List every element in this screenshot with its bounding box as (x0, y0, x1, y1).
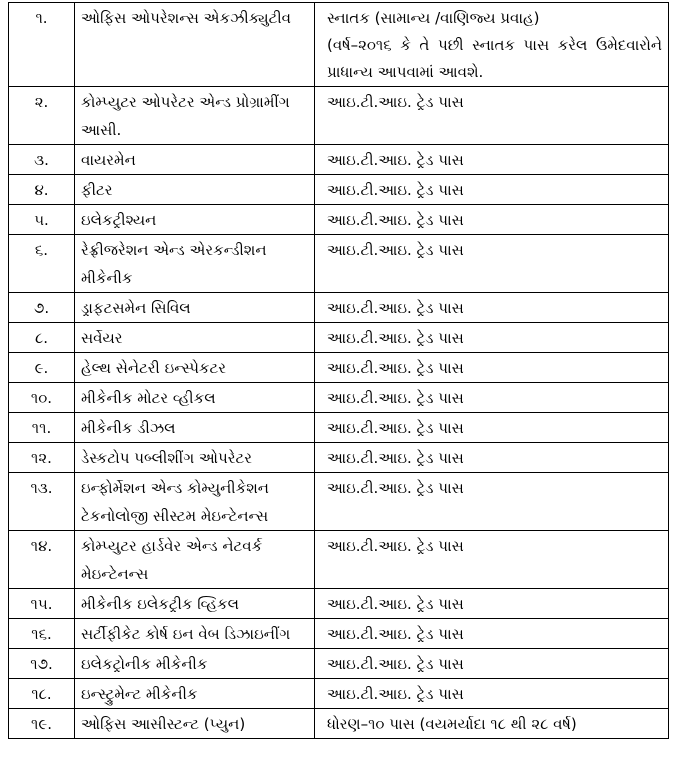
post-name: કોમ્પ્યુટર હાર્ડવેર એન્ડ નેટવર્ક મેઇન્ટેનન્સ (75, 531, 315, 589)
table-row (9, 679, 669, 709)
table-row (9, 619, 669, 649)
qualification: આઇ.ટી.આઇ. ટ્રેડ પાસ (315, 145, 669, 175)
row-number: ૧૨. (9, 443, 75, 473)
table-row (9, 175, 669, 205)
row-number: ૧૩. (9, 473, 75, 531)
post-name: ઓફિસ ઓપરેશન્સ એકઝીક્યુટીવ (75, 3, 315, 87)
qualification: આઇ.ટી.આઇ. ટ્રેડ પાસ (315, 205, 669, 235)
post-name: ફીટર (75, 175, 315, 205)
qualification-text: સ્નાતક (સામાન્ય /વાણિજ્ય પ્રવાહ) (327, 9, 540, 27)
table-row (9, 709, 669, 739)
post-name: રેફ્રીજરેશન એન્ડ એરકન્ડીશન મીકેનીક (75, 235, 315, 293)
qualification: આઇ.ટી.આઇ. ટ્રેડ પાસ (315, 87, 669, 145)
table-row (9, 293, 669, 323)
qualification: આઇ.ટી.આઇ. ટ્રેડ પાસ (315, 175, 669, 205)
qualification: આઇ.ટી.આઇ. ટ્રેડ પાસ (315, 619, 669, 649)
row-number: ૮. (9, 323, 75, 353)
post-name: ઇલેકટ્રીશ્યન (75, 205, 315, 235)
post-name: ઇન્ફોર્મેશન એન્ડ કોમ્યુનીકેશન ટેકનોલોજી સીસ્ટમ મેઇન્ટેનન્સ (75, 473, 315, 531)
post-name: વાયરમેન (75, 145, 315, 175)
row-number: ૧૫. (9, 589, 75, 619)
post-name: હેલ્થ સેનેટરી ઇન્સ્પેકટર (75, 353, 315, 383)
qualification: આઇ.ટી.આઇ. ટ્રેડ પાસ (315, 383, 669, 413)
post-name: ઓફિસ આસીસ્ટન્ટ (પ્યુન) (75, 709, 315, 739)
post-name: ડ્રાફટસમેન સિવિલ (75, 293, 315, 323)
post-name: ઇન્સ્ટ્રુમેન્ટ મીકેનીક (75, 679, 315, 709)
row-number: ૧૮. (9, 679, 75, 709)
qualification: આઇ.ટી.આઇ. ટ્રેડ પાસ (315, 323, 669, 353)
row-number: ૧૯. (9, 709, 75, 739)
table-row (9, 473, 669, 531)
qualification: આઇ.ટી.આઇ. ટ્રેડ પાસ (315, 531, 669, 589)
row-number: ૨. (9, 87, 75, 145)
row-number: ૧૪. (9, 531, 75, 589)
table-row (9, 413, 669, 443)
row-number: ૧૧. (9, 413, 75, 443)
qualification: આઇ.ટી.આઇ. ટ્રેડ પાસ (315, 679, 669, 709)
post-name: કોમ્પ્યુટર ઓપરેટર એન્ડ પ્રોગ્રામીંગ આસી. (75, 87, 315, 145)
table-row (9, 353, 669, 383)
qualification: આઇ.ટી.આઇ. ટ્રેડ પાસ (315, 293, 669, 323)
post-name: સર્વેયર (75, 323, 315, 353)
qualification-note: (વર્ષ–૨૦૧૬ કે તે પછી સ્નાતક પાસ કરેલ ઉમેદવારોને પ્રાધાન્ય આપવામાં આવશે. (327, 36, 662, 81)
posts-table (8, 2, 669, 739)
post-name: ડેસ્કટોપ પબ્લીશીંગ ઓપરેટર (75, 443, 315, 473)
row-number: ૧૬. (9, 619, 75, 649)
table-row (9, 235, 669, 293)
row-number: ૯. (9, 353, 75, 383)
qualification: ધોરણ–૧૦ પાસ (વયમર્યાદા ૧૮ થી ૨૮ વર્ષ) (315, 709, 669, 739)
row-number: ૩. (9, 145, 75, 175)
row-number: ૭. (9, 293, 75, 323)
table-row (9, 323, 669, 353)
post-name: મીકેનીક ઇલેકટ્રીક વ્હિકલ (75, 589, 315, 619)
table-row (9, 649, 669, 679)
row-number: ૪. (9, 175, 75, 205)
row-number: ૫. (9, 205, 75, 235)
qualification: આઇ.ટી.આઇ. ટ્રેડ પાસ (315, 589, 669, 619)
table-row (9, 589, 669, 619)
qualification: આઇ.ટી.આઇ. ટ્રેડ પાસ (315, 649, 669, 679)
table-row (9, 3, 669, 87)
table-row (9, 443, 669, 473)
qualification (315, 3, 669, 87)
qualification: આઇ.ટી.આઇ. ટ્રેડ પાસ (315, 235, 669, 293)
table-row (9, 383, 669, 413)
row-number: ૧. (9, 3, 75, 87)
table-row (9, 531, 669, 589)
table-row (9, 205, 669, 235)
post-name: ઇલેકટ્રોનીક મીકેનીક (75, 649, 315, 679)
table-row (9, 87, 669, 145)
row-number: ૬. (9, 235, 75, 293)
row-number: ૧૦. (9, 383, 75, 413)
post-name: સર્ટીફીકેટ કોર્ષ ઇન વેબ ડિઝાઇનીંગ (75, 619, 315, 649)
qualification: આઇ.ટી.આઇ. ટ્રેડ પાસ (315, 443, 669, 473)
qualification: આઇ.ટી.આઇ. ટ્રેડ પાસ (315, 413, 669, 443)
post-name: મીકેનીક ડીઝલ (75, 413, 315, 443)
post-name: મીકેનીક મોટર વ્હીકલ (75, 383, 315, 413)
table-row (9, 145, 669, 175)
qualification: આઇ.ટી.આઇ. ટ્રેડ પાસ (315, 473, 669, 531)
row-number: ૧૭. (9, 649, 75, 679)
qualification: આઇ.ટી.આઇ. ટ્રેડ પાસ (315, 353, 669, 383)
